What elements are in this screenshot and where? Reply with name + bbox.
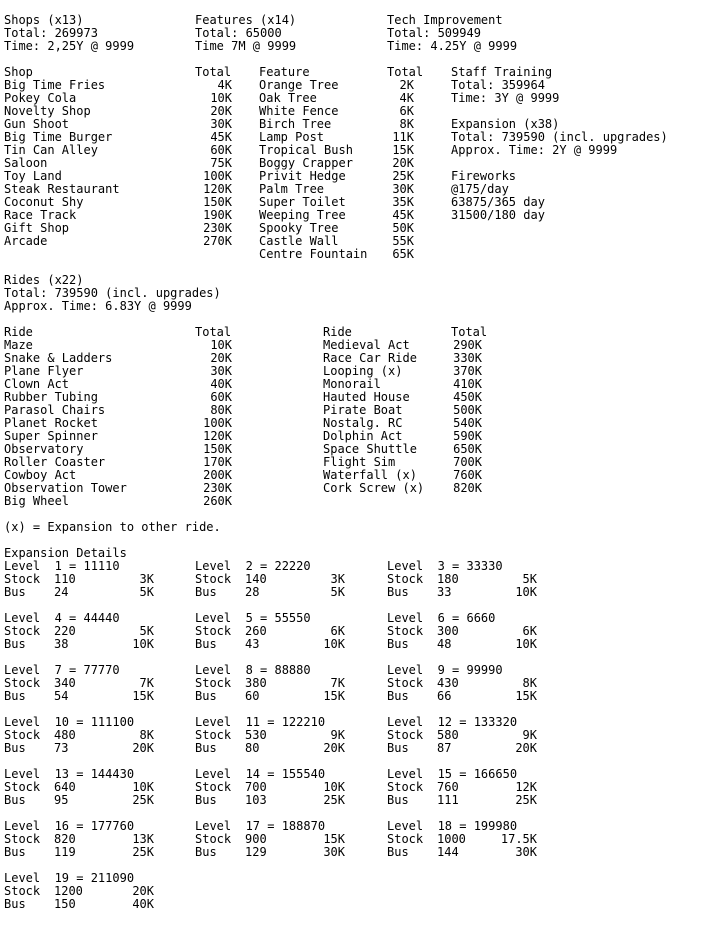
stock-amount: 300 xyxy=(437,624,459,638)
item-name: Medieval Act xyxy=(323,338,410,352)
bus-amount: 119 xyxy=(54,845,76,859)
item-total: 170K xyxy=(203,455,232,469)
item-total: 120K xyxy=(203,182,232,196)
item-total: 290K xyxy=(453,338,482,352)
item-name: Super Toilet xyxy=(259,195,346,209)
item-name: Orange Tree xyxy=(259,78,339,92)
bus-label: Bus xyxy=(195,585,217,599)
item-total: 590K xyxy=(453,429,482,443)
stock-cost: 5K xyxy=(139,624,154,638)
summary-line: Total: 65000 xyxy=(195,26,282,40)
item-name: Pirate Boat xyxy=(323,403,403,417)
item-name: Arcade xyxy=(4,234,48,248)
level-label: Level 15 = 166650 xyxy=(387,767,518,781)
item-name: Palm Tree xyxy=(259,182,325,196)
item-name: Observatory xyxy=(4,442,84,456)
rides-summary-line: Approx. Time: 6.83Y @ 9999 xyxy=(4,299,192,313)
level-label: Level 19 = 211090 xyxy=(4,871,135,885)
stock-cost: 5K xyxy=(522,572,537,586)
stock-amount: 700 xyxy=(245,780,267,794)
bus-amount: 73 xyxy=(54,741,69,755)
level-label: Level 16 = 177760 xyxy=(4,819,135,833)
bus-amount: 60 xyxy=(245,689,260,703)
side-info-line: 63875/365 day xyxy=(451,195,545,209)
item-total: 370K xyxy=(453,364,482,378)
item-name: Waterfall (x) xyxy=(323,468,417,482)
bus-amount: 103 xyxy=(245,793,267,807)
stock-label: Stock xyxy=(4,728,41,742)
summary-line: Time: 2,25Y @ 9999 xyxy=(4,39,135,53)
item-total: 410K xyxy=(453,377,482,391)
stock-amount: 820 xyxy=(54,832,76,846)
item-name: Toy Land xyxy=(4,169,62,183)
item-total: 75K xyxy=(210,156,232,170)
item-total: 760K xyxy=(453,468,482,482)
stock-amount: 380 xyxy=(245,676,267,690)
bus-label: Bus xyxy=(4,793,26,807)
item-name: Coconut Shy xyxy=(4,195,84,209)
item-total: 10K xyxy=(210,338,232,352)
stock-cost: 20K xyxy=(132,884,154,898)
bus-amount: 95 xyxy=(54,793,69,807)
item-name: Novelty Shop xyxy=(4,104,91,118)
stock-amount: 220 xyxy=(54,624,76,638)
item-name: Big Time Burger xyxy=(4,130,113,144)
item-total: 20K xyxy=(210,104,232,118)
item-name: Cowboy Act xyxy=(4,468,77,482)
bus-label: Bus xyxy=(4,637,26,651)
item-total: 55K xyxy=(392,234,414,248)
item-total: 10K xyxy=(210,91,232,105)
item-name: Looping (x) xyxy=(323,364,403,378)
level-label: Level 7 = 77770 xyxy=(4,663,120,677)
stock-cost: 15K xyxy=(323,832,345,846)
column-header-name: Feature xyxy=(259,65,310,79)
item-name: Race Track xyxy=(4,208,77,222)
bus-label: Bus xyxy=(4,689,26,703)
stock-amount: 580 xyxy=(437,728,459,742)
item-total: 500K xyxy=(453,403,482,417)
bus-amount: 80 xyxy=(245,741,260,755)
item-total: 50K xyxy=(392,221,414,235)
rides-summary-line: Total: 739590 (incl. upgrades) xyxy=(4,286,221,300)
level-label: Level 9 = 99990 xyxy=(387,663,503,677)
item-name: Lamp Post xyxy=(259,130,325,144)
stock-cost: 6K xyxy=(330,624,345,638)
bus-amount: 38 xyxy=(54,637,69,651)
item-name: Space Shuttle xyxy=(323,442,417,456)
column-header-total: Total xyxy=(195,65,232,79)
item-name: Privit Hedge xyxy=(259,169,346,183)
item-name: Boggy Crapper xyxy=(259,156,353,170)
bus-cost: 30K xyxy=(515,845,537,859)
item-total: 30K xyxy=(210,364,232,378)
stock-amount: 1000 xyxy=(437,832,466,846)
column-header-name: Shop xyxy=(4,65,33,79)
level-label: Level 14 = 155540 xyxy=(195,767,326,781)
item-total: 40K xyxy=(210,377,232,391)
stock-cost: 12K xyxy=(515,780,537,794)
stock-cost: 8K xyxy=(522,676,537,690)
stock-amount: 640 xyxy=(54,780,76,794)
stock-cost: 10K xyxy=(132,780,154,794)
side-info-line: Expansion (x38) xyxy=(451,117,560,131)
bus-amount: 111 xyxy=(437,793,459,807)
summary-title: Tech Improvement xyxy=(387,13,503,27)
item-total: 540K xyxy=(453,416,482,430)
rides-summary-line: Rides (x22) xyxy=(4,273,84,287)
item-name: Gift Shop xyxy=(4,221,70,235)
item-name: Maze xyxy=(4,338,33,352)
side-info-line: Approx. Time: 2Y @ 9999 xyxy=(451,143,618,157)
column-header-name: Ride xyxy=(4,325,33,339)
side-info-line: 31500/180 day xyxy=(451,208,545,222)
item-total: 25K xyxy=(392,169,414,183)
bus-label: Bus xyxy=(387,689,409,703)
item-total: 260K xyxy=(203,494,232,508)
expansion-title: Expansion Details xyxy=(4,546,127,560)
stock-cost: 7K xyxy=(330,676,345,690)
item-name: Roller Coaster xyxy=(4,455,106,469)
bus-cost: 20K xyxy=(323,741,345,755)
item-name: Super Spinner xyxy=(4,429,98,443)
bus-amount: 28 xyxy=(245,585,260,599)
bus-label: Bus xyxy=(195,741,217,755)
bus-cost: 25K xyxy=(132,845,154,859)
item-name: Plane Flyer xyxy=(4,364,84,378)
column-header-total: Total xyxy=(195,325,232,339)
item-name: Hauted House xyxy=(323,390,410,404)
item-name: Big Wheel xyxy=(4,494,70,508)
item-total: 150K xyxy=(203,442,232,456)
level-label: Level 12 = 133320 xyxy=(387,715,518,729)
item-total: 150K xyxy=(203,195,232,209)
item-total: 330K xyxy=(453,351,482,365)
bus-cost: 10K xyxy=(515,585,537,599)
stock-label: Stock xyxy=(4,884,41,898)
item-name: Tin Can Alley xyxy=(4,143,98,157)
item-name: Clown Act xyxy=(4,377,70,391)
item-name: Cork Screw (x) xyxy=(323,481,425,495)
bus-label: Bus xyxy=(387,637,409,651)
stock-cost: 13K xyxy=(132,832,154,846)
item-total: 8K xyxy=(399,117,414,131)
item-total: 45K xyxy=(392,208,414,222)
expansion-note: (x) = Expansion to other ride. xyxy=(4,520,221,534)
item-name: White Fence xyxy=(259,104,339,118)
level-label: Level 2 = 22220 xyxy=(195,559,311,573)
bus-cost: 25K xyxy=(515,793,537,807)
item-total: 6K xyxy=(399,104,414,118)
stock-label: Stock xyxy=(4,572,41,586)
item-name: Race Car Ride xyxy=(323,351,417,365)
stock-label: Stock xyxy=(195,832,232,846)
item-total: 80K xyxy=(210,403,232,417)
stock-cost: 10K xyxy=(323,780,345,794)
stock-label: Stock xyxy=(4,832,41,846)
stock-amount: 140 xyxy=(245,572,267,586)
stock-amount: 260 xyxy=(245,624,267,638)
bus-cost: 15K xyxy=(323,689,345,703)
stock-amount: 180 xyxy=(437,572,459,586)
stock-label: Stock xyxy=(387,780,424,794)
stock-cost: 8K xyxy=(139,728,154,742)
stock-label: Stock xyxy=(195,624,232,638)
bus-label: Bus xyxy=(387,845,409,859)
stock-cost: 3K xyxy=(330,572,345,586)
item-name: Pokey Cola xyxy=(4,91,77,105)
item-total: 230K xyxy=(203,221,232,235)
side-info-line: Staff Training xyxy=(451,65,553,79)
bus-cost: 10K xyxy=(515,637,537,651)
stock-cost: 7K xyxy=(139,676,154,690)
bus-cost: 20K xyxy=(515,741,537,755)
stock-label: Stock xyxy=(195,676,232,690)
level-label: Level 8 = 88880 xyxy=(195,663,311,677)
item-total: 100K xyxy=(203,169,232,183)
item-total: 820K xyxy=(453,481,482,495)
level-label: Level 5 = 55550 xyxy=(195,611,311,625)
level-label: Level 4 = 44440 xyxy=(4,611,120,625)
item-name: Observation Tower xyxy=(4,481,127,495)
item-total: 35K xyxy=(392,195,414,209)
item-name: Centre Fountain xyxy=(259,247,368,261)
level-label: Level 3 = 33330 xyxy=(387,559,503,573)
level-label: Level 10 = 111100 xyxy=(4,715,135,729)
column-header-name: Ride xyxy=(323,325,352,339)
stock-label: Stock xyxy=(4,676,41,690)
level-label: Level 6 = 6660 xyxy=(387,611,496,625)
bus-cost: 25K xyxy=(132,793,154,807)
bus-label: Bus xyxy=(4,845,26,859)
stock-amount: 760 xyxy=(437,780,459,794)
bus-cost: 15K xyxy=(132,689,154,703)
item-total: 2K xyxy=(399,78,414,92)
item-total: 120K xyxy=(203,429,232,443)
item-name: Birch Tree xyxy=(259,117,332,131)
side-info-line: Total: 739590 (incl. upgrades) xyxy=(451,130,668,144)
item-name: Steak Restaurant xyxy=(4,182,120,196)
level-label: Level 18 = 199980 xyxy=(387,819,518,833)
item-total: 650K xyxy=(453,442,482,456)
stock-label: Stock xyxy=(195,572,232,586)
bus-amount: 24 xyxy=(54,585,69,599)
bus-amount: 33 xyxy=(437,585,452,599)
item-name: Oak Tree xyxy=(259,91,317,105)
bus-cost: 5K xyxy=(139,585,154,599)
bus-cost: 15K xyxy=(515,689,537,703)
item-total: 20K xyxy=(210,351,232,365)
item-name: Tropical Bush xyxy=(259,143,353,157)
item-total: 700K xyxy=(453,455,482,469)
bus-amount: 43 xyxy=(245,637,260,651)
stock-amount: 1200 xyxy=(54,884,83,898)
stock-amount: 530 xyxy=(245,728,267,742)
item-total: 230K xyxy=(203,481,232,495)
side-info-line: Fireworks xyxy=(451,169,517,183)
item-name: Planet Rocket xyxy=(4,416,98,430)
item-total: 4K xyxy=(217,78,232,92)
bus-label: Bus xyxy=(195,637,217,651)
column-header-total: Total xyxy=(451,325,488,339)
bus-amount: 66 xyxy=(437,689,452,703)
stock-label: Stock xyxy=(387,572,424,586)
item-name: Gun Shoot xyxy=(4,117,70,131)
level-label: Level 13 = 144430 xyxy=(4,767,135,781)
bus-amount: 150 xyxy=(54,897,76,911)
summary-line: Total: 509949 xyxy=(387,26,481,40)
item-name: Monorail xyxy=(323,377,381,391)
item-total: 20K xyxy=(392,156,414,170)
stock-cost: 3K xyxy=(139,572,154,586)
bus-cost: 10K xyxy=(323,637,345,651)
bus-cost: 20K xyxy=(132,741,154,755)
stock-label: Stock xyxy=(4,624,41,638)
item-name: Saloon xyxy=(4,156,48,170)
item-total: 100K xyxy=(203,416,232,430)
summary-title: Features (x14) xyxy=(195,13,297,27)
item-name: Snake & Ladders xyxy=(4,351,113,365)
summary-line: Time 7M @ 9999 xyxy=(195,39,297,53)
bus-amount: 87 xyxy=(437,741,452,755)
item-total: 450K xyxy=(453,390,482,404)
stock-amount: 430 xyxy=(437,676,459,690)
stock-amount: 900 xyxy=(245,832,267,846)
item-total: 60K xyxy=(210,143,232,157)
side-info-line: Total: 359964 xyxy=(451,78,545,92)
bus-cost: 30K xyxy=(323,845,345,859)
summary-title: Shops (x13) xyxy=(4,13,84,27)
item-name: Big Time Fries xyxy=(4,78,106,92)
bus-amount: 54 xyxy=(54,689,69,703)
bus-cost: 40K xyxy=(132,897,154,911)
item-name: Parasol Chairs xyxy=(4,403,106,417)
bus-amount: 48 xyxy=(437,637,452,651)
column-header-total: Total xyxy=(387,65,424,79)
bus-cost: 5K xyxy=(330,585,345,599)
item-name: Castle Wall xyxy=(259,234,339,248)
stock-cost: 9K xyxy=(330,728,345,742)
stock-label: Stock xyxy=(195,780,232,794)
level-label: Level 17 = 188870 xyxy=(195,819,326,833)
side-info-line: @175/day xyxy=(451,182,509,196)
stock-cost: 17.5K xyxy=(500,832,537,846)
bus-label: Bus xyxy=(387,793,409,807)
bus-label: Bus xyxy=(387,585,409,599)
stock-amount: 480 xyxy=(54,728,76,742)
side-info-line: Time: 3Y @ 9999 xyxy=(451,91,560,105)
item-total: 15K xyxy=(392,143,414,157)
summary-line: Time: 4.25Y @ 9999 xyxy=(387,39,518,53)
item-name: Weeping Tree xyxy=(259,208,346,222)
bus-label: Bus xyxy=(4,741,26,755)
summary-line: Total: 269973 xyxy=(4,26,98,40)
stock-label: Stock xyxy=(195,728,232,742)
stock-label: Stock xyxy=(4,780,41,794)
stock-label: Stock xyxy=(387,832,424,846)
bus-amount: 144 xyxy=(437,845,459,859)
item-total: 45K xyxy=(210,130,232,144)
item-total: 30K xyxy=(210,117,232,131)
stock-amount: 340 xyxy=(54,676,76,690)
item-total: 60K xyxy=(210,390,232,404)
item-total: 190K xyxy=(203,208,232,222)
stock-cost: 9K xyxy=(522,728,537,742)
item-name: Dolphin Act xyxy=(323,429,403,443)
item-total: 270K xyxy=(203,234,232,248)
bus-amount: 129 xyxy=(245,845,267,859)
stock-label: Stock xyxy=(387,624,424,638)
stock-label: Stock xyxy=(387,728,424,742)
bus-cost: 25K xyxy=(323,793,345,807)
level-label: Level 1 = 11110 xyxy=(4,559,120,573)
stock-amount: 110 xyxy=(54,572,76,586)
bus-cost: 10K xyxy=(132,637,154,651)
item-name: Flight Sim xyxy=(323,455,396,469)
item-total: 200K xyxy=(203,468,232,482)
bus-label: Bus xyxy=(387,741,409,755)
item-total: 30K xyxy=(392,182,414,196)
item-total: 65K xyxy=(392,247,414,261)
bus-label: Bus xyxy=(4,585,26,599)
bus-label: Bus xyxy=(195,689,217,703)
bus-label: Bus xyxy=(195,845,217,859)
item-total: 4K xyxy=(399,91,414,105)
item-name: Rubber Tubing xyxy=(4,390,98,404)
item-total: 11K xyxy=(392,130,414,144)
bus-label: Bus xyxy=(195,793,217,807)
item-name: Nostalg. RC xyxy=(323,416,403,430)
bus-label: Bus xyxy=(4,897,26,911)
level-label: Level 11 = 122210 xyxy=(195,715,326,729)
stock-label: Stock xyxy=(387,676,424,690)
item-name: Spooky Tree xyxy=(259,221,339,235)
stock-cost: 6K xyxy=(522,624,537,638)
